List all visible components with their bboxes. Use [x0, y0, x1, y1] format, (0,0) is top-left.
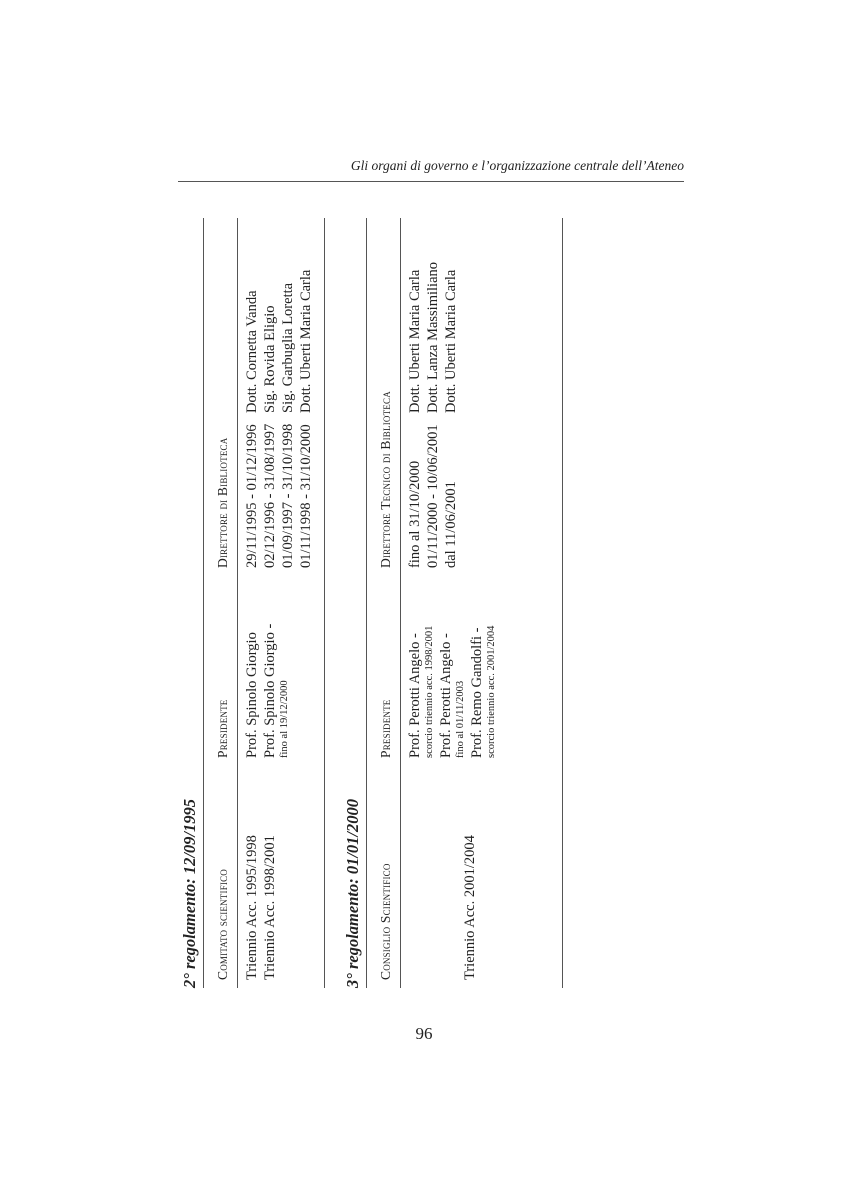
- section2-heading: 3° regolamento: 01/01/2000: [343, 798, 362, 988]
- section2-term-cell: Triennio Acc. 2001/2004: [462, 835, 478, 980]
- table-cell-note: scorcio triennio acc. 1998/2001: [424, 625, 435, 758]
- section1-top-rule: [203, 218, 204, 988]
- table-cell: Prof. Spinolo Giorgio -: [262, 623, 278, 758]
- section2-dates-column: [406, 424, 460, 568]
- table-cell: Dott. Uberti Maria Carla: [407, 269, 423, 413]
- table-cell-note: scorcio triennio acc. 2001/2004: [486, 625, 497, 758]
- header-rule: [178, 181, 684, 182]
- section1-term-column: [243, 835, 279, 980]
- table-cell: 29/11/1995 - 01/12/1996: [244, 424, 260, 568]
- table-cell: 02/12/1996 - 31/08/1997: [262, 423, 278, 568]
- section2-president-column: [406, 626, 499, 758]
- section1-header-rule: [237, 218, 238, 988]
- section1-president-column: [243, 624, 297, 758]
- table-cell-note: fino al 19/12/2000: [279, 680, 290, 758]
- section1-col3-header: Direttore di Biblioteca: [215, 437, 230, 568]
- page-number: 96: [415, 1024, 433, 1043]
- table-cell: dal 11/06/2001: [443, 481, 459, 568]
- rotated-tables: [178, 218, 568, 988]
- section2-director-column: [406, 262, 460, 413]
- section1-director-column: [243, 270, 315, 413]
- table-cell: Dott. Uberti Maria Carla: [443, 269, 459, 413]
- table-cell: fino al 31/10/2000: [407, 460, 423, 568]
- section1-dates-column: [243, 424, 315, 568]
- table-cell: Triennio Acc. 1995/1998: [244, 835, 260, 980]
- table-cell: Prof. Spinolo Giorgio: [244, 632, 260, 758]
- section1-col1-header: Comitato scientifico: [215, 869, 230, 980]
- table-cell: Sig. Rovida Eligio: [262, 305, 278, 413]
- section2-col3-header: Direttore Tecnico di Biblioteca: [378, 391, 393, 568]
- table-cell: Dott. Uberti Maria Carla: [298, 269, 314, 413]
- section2-col2-header: Presidente: [378, 699, 393, 758]
- section2-header-rule: [400, 218, 401, 988]
- table-cell: 01/09/1997 - 31/10/1998: [280, 423, 296, 568]
- section2-bottom-rule: [562, 218, 563, 988]
- table-cell: 01/11/1998 - 31/10/2000: [298, 424, 314, 568]
- section2-top-rule: [366, 218, 367, 988]
- table-cell: Dott. Lanza Massimiliano: [425, 261, 441, 413]
- table-cell-note: fino al 01/11/2003: [455, 680, 466, 758]
- table-cell: Prof. Perotti Angelo -: [407, 633, 423, 758]
- section1-col2-header: Presidente: [215, 699, 230, 758]
- table-cell: Triennio Acc. 1998/2001: [262, 835, 278, 980]
- section1-bottom-rule: [324, 218, 325, 988]
- running-header: Gli organi di governo e l’organizzazione centrale dell’Ateneo: [350, 158, 684, 173]
- table-cell: Prof. Perotti Angelo -: [438, 633, 454, 758]
- table-cell: 01/11/2000 - 10/06/2001: [425, 424, 441, 568]
- table-cell: Sig. Garbuglia Loretta: [280, 282, 296, 413]
- table-cell: Dott. Cornetta Vanda: [244, 290, 260, 413]
- table-cell: Prof. Remo Gandolfi -: [469, 627, 485, 758]
- section2-col1-header: Consiglio Scientifico: [378, 863, 393, 980]
- section1-heading: 2° regolamento: 12/09/1995: [180, 798, 199, 988]
